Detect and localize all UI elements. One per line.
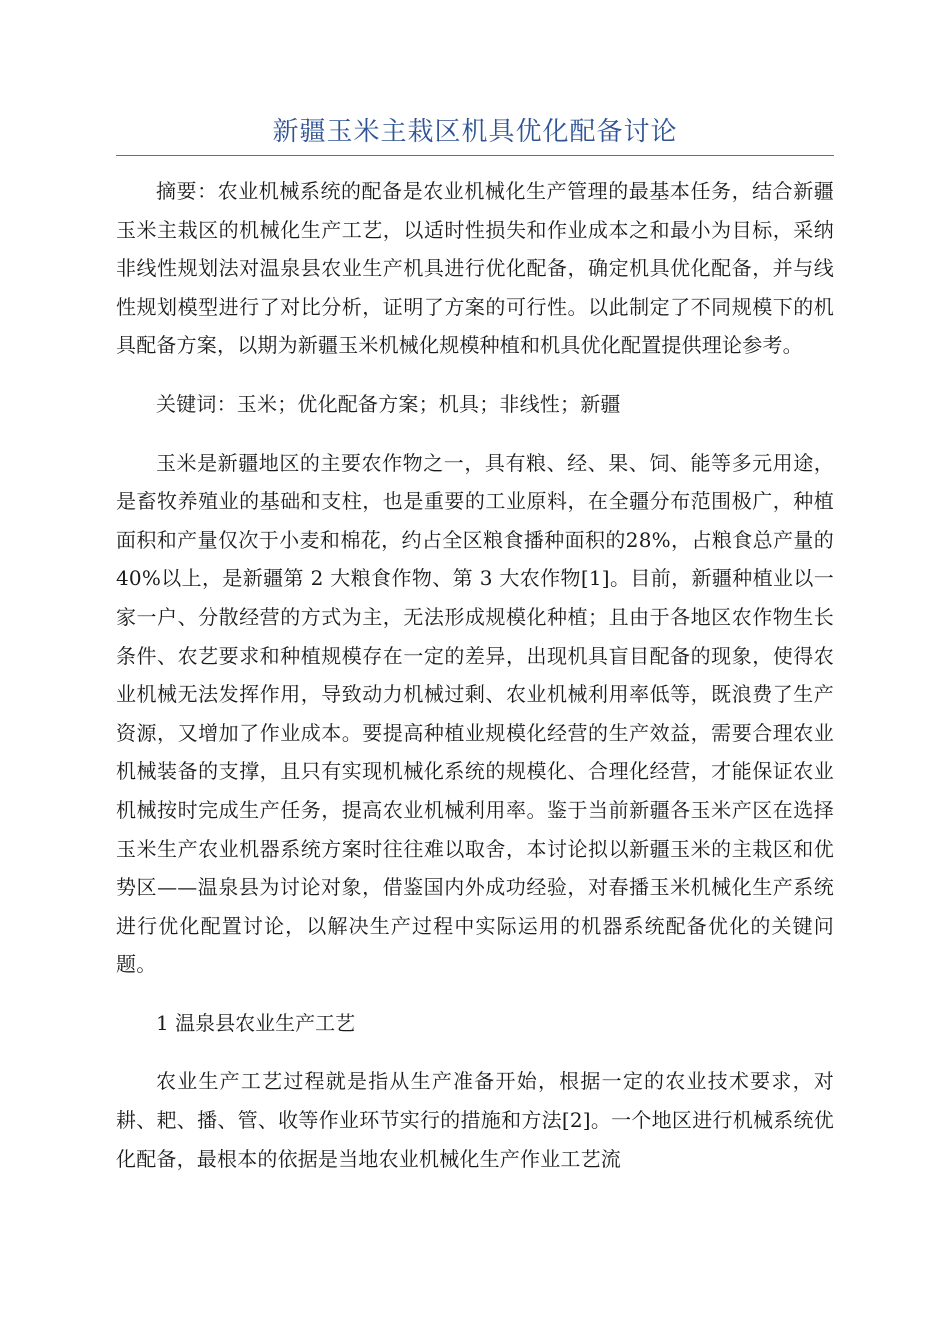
intro-paragraph: 玉米是新疆地区的主要农作物之一，具有粮、经、果、饲、能等多元用途，是畜牧养殖业的基础和支柱，也是重要的工业原料，在全疆分布范围极广，种植面积和产量仅次于小麦和棉花，约占全区粮食播种面积的28%，占粮食总产量的40%以上，是新疆第 2 大粮食作物、第 3 大农作物[1]。目前，新疆种植业以一家一户、分散经营的方式为主，无法形成规模化种植；且由于各地区农作物生长条件、农艺要求和种植规模存在一定的差异，出现机具盲目配备的现象，使得农业机械无法发挥作用，导致动力机械过剩、农业机械利用率低等，既浪费了生产资源，又增加了作业成本。要提高种植业规模化经营的生产效益，需要合理农业机械装备的支撑，且只有实现机械化系统的规模化、合理化经营，才能保证农业机械按时完成生产任务，提高农业机械利用率。鉴于当前新疆各玉米产区在选择玉米生产农业机器系统方案时往往难以取舍，本讨论拟以新疆玉米的主栽区和优势区——温泉县为讨论对象，借鉴国内外成功经验，对春播玉米机械化生产系统进行优化配置讨论，以解决生产过程中实际运用的机器系统配备优化的关键问题。 [116,450,834,977]
section-1-paragraph: 农业生产工艺过程就是指从生产准备开始，根据一定的农业技术要求，对耕、耙、播、管、收等作业环节实行的措施和方法[2]。一个地区进行机械系统优化配备，最根本的依据是当地农业机械化生产作业工艺流 [116,1069,834,1171]
keywords-paragraph: 关键词：玉米；优化配备方案；机具；非线性；新疆 [156,391,621,416]
title-underline [116,155,834,156]
abstract-paragraph: 摘要：农业机械系统的配备是农业机械化生产管理的最基本任务，结合新疆玉米主栽区的机械化生产工艺，以适时性损失和作业成本之和最小为目标，采纳非线性规划法对温泉县农业生产机具进行优化配备，确定机具优化配备，并与线性规划模型进行了对比分析，证明了方案的可行性。以此制定了不同规模下的机具配备方案，以期为新疆玉米机械化规模种植和机具优化配置提供理论参考。 [116,179,834,358]
section-1-heading: 1 温泉县农业生产工艺 [156,1010,356,1035]
document-body [116,172,834,1198]
document-title: 新疆玉米主栽区机具优化配备讨论 [272,117,678,147]
